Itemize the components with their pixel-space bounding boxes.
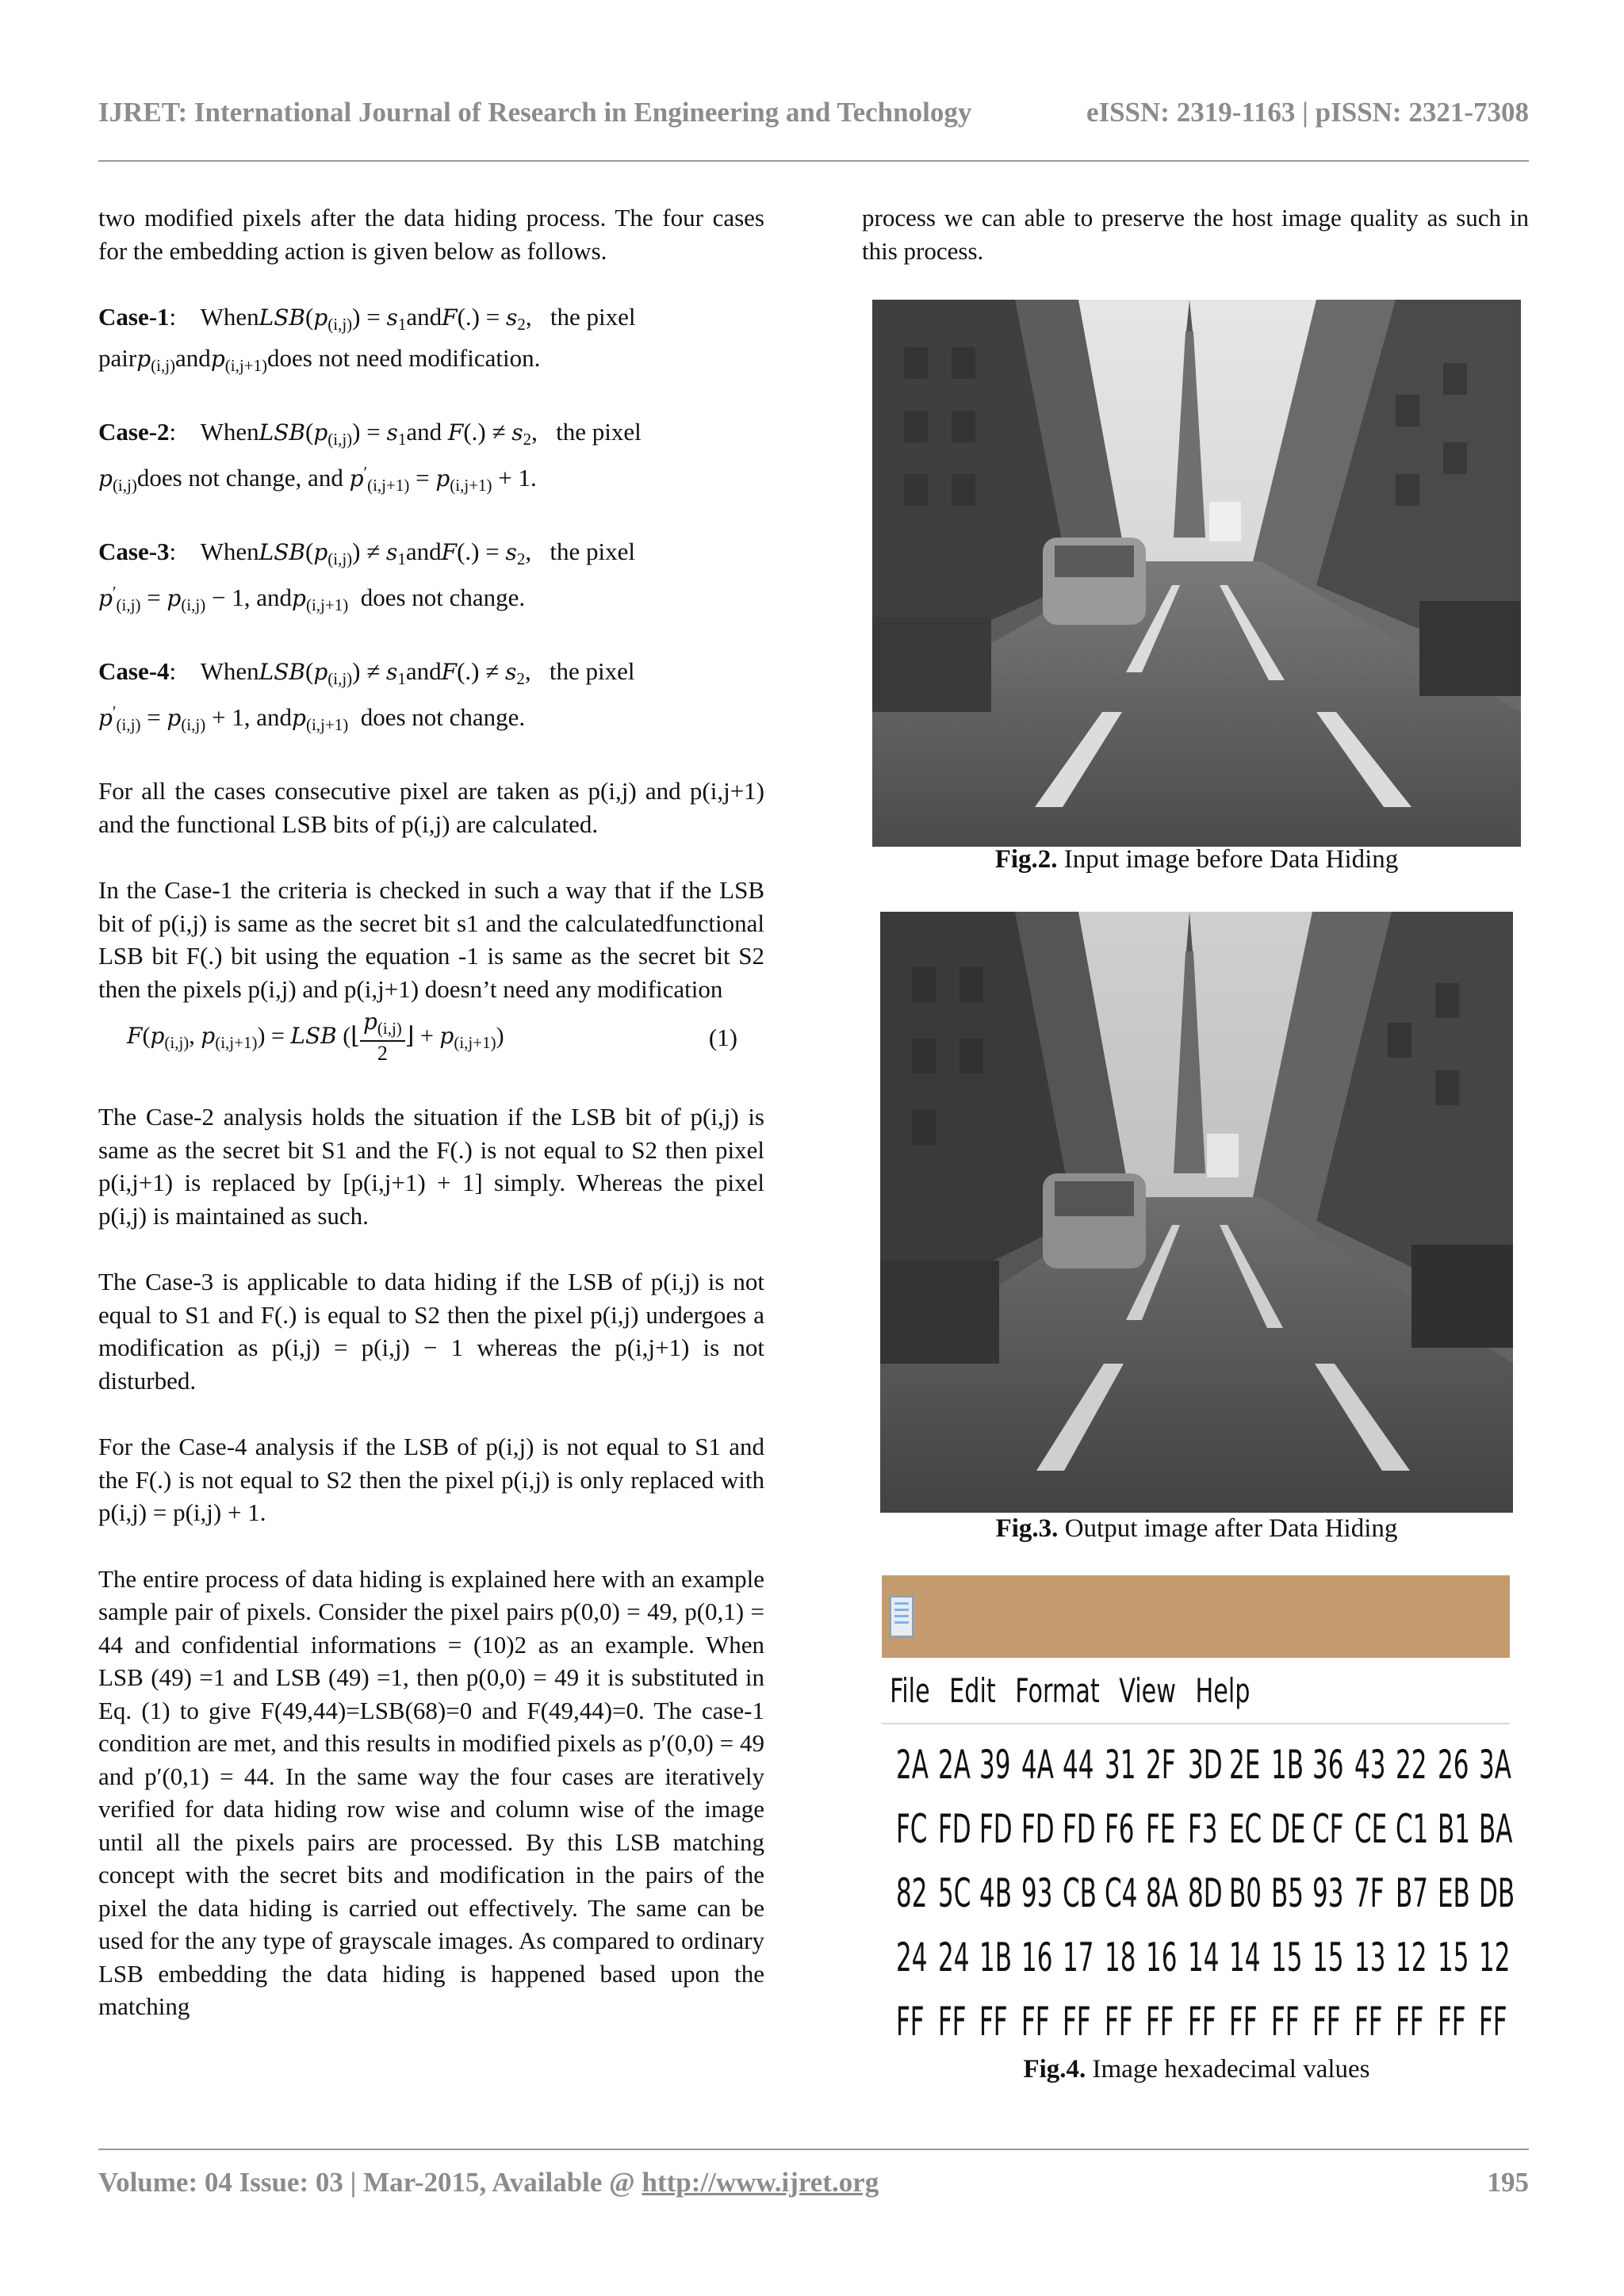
left-column xyxy=(98,201,764,2023)
hex-row xyxy=(888,1925,1510,1989)
hex-cell: FF xyxy=(1312,1998,1341,2045)
hex-cell: 14 xyxy=(1187,1934,1219,1980)
running-header xyxy=(98,97,1529,128)
hex-cell: 8A xyxy=(1145,1869,1178,1916)
fig3-label: Fig.3. xyxy=(995,1514,1059,1543)
hex-cell: DE xyxy=(1270,1805,1305,1852)
hex-cell: 24 xyxy=(937,1934,969,1980)
fig3-caption xyxy=(872,1514,1521,1544)
case-4: Case-4: $WhenLSB(p_{(i,j)})$ ≠ $s_1andF(.) \ne s_2$, the pixel $p'_{(i,j)} = p_{(i,j)} + 1$, andp$_{(i,j+1)}$ does not change. xyxy=(98,657,635,734)
notepad-title-bar xyxy=(882,1575,1510,1658)
hex-cell: FF xyxy=(1354,1998,1383,2045)
hex-cell: 14 xyxy=(1228,1934,1261,1980)
hex-cell: 2A xyxy=(895,1741,929,1788)
hex-cell: 3D xyxy=(1187,1741,1223,1788)
hex-cell: EC xyxy=(1228,1805,1262,1852)
hex-cell: FF xyxy=(1145,1998,1174,2045)
hex-cell: 16 xyxy=(1145,1934,1178,1980)
case-4-label: Case-4 xyxy=(98,657,170,685)
footer-url-link[interactable]: http://www.ijret.org xyxy=(642,2167,879,2198)
hex-cell: DB xyxy=(1478,1869,1515,1916)
hex-cell: 18 xyxy=(1104,1934,1136,1980)
fig2-label: Fig.2. xyxy=(994,845,1058,874)
case-2: Case-2: $WhenLSB(p_{(i,j)}) = s_1and$ $F(.) \ne s_2$, the pixel $p_{(i,j)}does$ not change, and $p'_{(i,j+1)} = p_{(i,j+1)} + 1$. xyxy=(98,418,642,495)
case-2-label: Case-2 xyxy=(98,418,170,446)
hex-cell: 22 xyxy=(1395,1741,1427,1788)
case-3-the-pixel: the pixel xyxy=(550,538,635,565)
hex-row xyxy=(888,1989,1510,2053)
hex-cell: 15 xyxy=(1270,1934,1302,1980)
page-number: 195 xyxy=(1487,2167,1529,2198)
para-continuation: process we can able to preserve the host image quality as such in this process. xyxy=(862,204,1529,265)
hex-row xyxy=(888,1732,1510,1797)
hex-cell: EB xyxy=(1437,1869,1470,1916)
hex-cell: FD xyxy=(937,1805,971,1852)
hex-cell: FD xyxy=(1062,1805,1096,1852)
hex-cell: FF xyxy=(1062,1998,1091,2045)
hex-cell: 1B xyxy=(1270,1741,1304,1788)
case-1-label: Case-1 xyxy=(98,303,170,331)
para-case3: The Case-3 is applicable to data hiding if the LSB of p(i,j) is not equal to S1 and F(.) is equal to S2 then the pixel p(i,j) undergoes a modification as p(i,j) = p(i,j) − 1 whereas the p(i,j+1) is not disturbed. xyxy=(98,1268,764,1395)
hex-cell: CB xyxy=(1062,1869,1097,1916)
case-4-the-pixel: the pixel xyxy=(549,657,635,685)
hex-cell: 12 xyxy=(1478,1934,1511,1980)
hex-cell: FF xyxy=(979,1998,1008,2045)
hex-cell: CF xyxy=(1312,1805,1344,1852)
menu-view[interactable]: View xyxy=(1119,1670,1177,1710)
para-example: The entire process of data hiding is explained here with an example sample pair of pixels. Consider the pixel pairs p(0,0) = 49, p(0,1) = 44 and confidential informations = (10)2 as an example. When LSB (49) =1 and LSB (49) =1, then p(0,0) = 49 it is substituted in Eq. (1) to give F(49,44)=LSB(68)=0 and F(49,44)=0. The case-1 condition are met, and this results in modified pixels as p′(0,0) = 49 and p′(0,1) = 44. In the same way the four cases are iteratively verified for data hiding row wise and column wise of the image until all the pixels pairs are processed. By this LSB matching concept with the secret bits and modification in the pairs of the pixel the data hiding is carried out effectively. The same can be used for the any type of grayscale images. As compared to ordinary LSB embedding the data hiding is happened based upon the matching xyxy=(98,1564,764,2020)
hex-cell: 4B xyxy=(979,1869,1012,1916)
hex-cell: C1 xyxy=(1395,1805,1429,1852)
hex-cell: 31 xyxy=(1104,1741,1136,1788)
hex-cell: F6 xyxy=(1104,1805,1135,1852)
fig3-output-image xyxy=(880,912,1513,1513)
intro-paragraph: two modified pixels after the data hiding process. The four cases for the embedding action is given below as follows. xyxy=(98,204,764,265)
hex-row xyxy=(888,1861,1515,1925)
hex-values-grid xyxy=(882,1724,1515,2053)
hex-cell: FF xyxy=(1270,1998,1300,2045)
hex-cell: 3A xyxy=(1478,1741,1511,1788)
menu-format[interactable]: Format xyxy=(1015,1670,1100,1710)
notepad-icon xyxy=(890,1596,914,1637)
header-rule xyxy=(98,160,1529,162)
hex-cell: 7F xyxy=(1354,1869,1385,1916)
para-case1: In the Case-1 the criteria is checked in such a way that if the LSB bit of p(i,j) is same as the secret bit s1 and the calculatedfunctional LSB bit F(.) bit using the equation -1 is same as the secret bit S2 then the pixels p(i,j) and p(i,j+1) doesn’t need any modification xyxy=(98,876,764,1003)
hex-cell: FF xyxy=(1478,1998,1507,2045)
fig3-caption-text: Output image after Data Hiding xyxy=(1064,1514,1398,1543)
hex-cell: 36 xyxy=(1312,1741,1344,1788)
hex-cell: F3 xyxy=(1187,1805,1218,1852)
right-column xyxy=(862,201,1529,300)
equation-number: (1) xyxy=(708,1024,737,1052)
case-3-label: Case-3 xyxy=(98,538,170,565)
hex-cell: 8D xyxy=(1187,1869,1223,1916)
case-1: Case-1: $WhenLSB(p_{(i,j)})$ = $s_1andF(.) = s_2$, the pixel pairp$_{(i,j)}$andp$_{(i,j+1)}$does not need modification. xyxy=(98,303,636,375)
hex-cell: CE xyxy=(1354,1805,1387,1852)
fig2-input-image xyxy=(872,300,1521,847)
para-case4: For the Case-4 analysis if the LSB of p(i,j) is not equal to S1 and the F(.) is not equal to S2 then the pixel p(i,j) is only replaced with p(i,j) = p(i,j) + 1. xyxy=(98,1433,764,1526)
hex-cell: FF xyxy=(1104,1998,1133,2045)
case-1-the-pixel: the pixel xyxy=(550,303,636,331)
equation-1 xyxy=(98,1010,764,1066)
hex-cell: FF xyxy=(937,1998,967,2045)
hex-cell: FC xyxy=(895,1805,928,1852)
case-2-the-pixel: the pixel xyxy=(556,418,642,446)
menu-help[interactable]: Help xyxy=(1195,1670,1251,1710)
hex-cell: 1B xyxy=(979,1934,1012,1980)
case-3: Case-3: $WhenLSB(p_{(i,j)})$ ≠ $s_1andF(.) = s_2$, the pixel $p'_{(i,j)} = p_{(i,j)} - 1$, andp$_{(i,j+1)}$ does not change. xyxy=(98,538,635,614)
hex-cell: FF xyxy=(1228,1998,1258,2045)
menu-file[interactable]: File xyxy=(890,1670,930,1710)
para-all-cases: For all the cases consecutive pixel are taken as p(i,j) and p(i,j+1) and the functional LSB bits of p(i,j) are calculated. xyxy=(98,777,764,838)
hex-cell: 15 xyxy=(1312,1934,1344,1980)
hex-cell: B1 xyxy=(1437,1805,1470,1852)
fig4-notepad-window xyxy=(882,1575,1515,2055)
journal-name: IJRET: International Journal of Research in Engineering and Technology xyxy=(98,97,972,128)
hex-cell: 26 xyxy=(1437,1741,1469,1788)
hex-row xyxy=(888,1797,1513,1861)
equation-fraction: $\frac{p_{(i,j)}}{2}$ xyxy=(360,1010,405,1066)
hex-cell: 43 xyxy=(1354,1741,1385,1788)
hex-cell: 12 xyxy=(1395,1934,1427,1980)
para-case2: The Case-2 analysis holds the situation if the LSB bit of p(i,j) is same as the secret bit S1 and the F(.) is not equal to S2 then pixel p(i,j+1) is replaced by [p(i,j+1) + 1] simply. Whereas the pixel p(i,j) is maintained as such. xyxy=(98,1103,764,1230)
hex-cell: 4A xyxy=(1021,1741,1054,1788)
hex-cell: B5 xyxy=(1270,1869,1304,1916)
hex-cell: FF xyxy=(895,1998,925,2045)
hex-cell: 39 xyxy=(979,1741,1011,1788)
hex-cell: 17 xyxy=(1062,1934,1094,1980)
hex-cell: 93 xyxy=(1312,1869,1344,1916)
case-4-when: When xyxy=(200,657,259,685)
hex-cell: FF xyxy=(1437,1998,1466,2045)
hex-cell: 82 xyxy=(895,1869,928,1916)
journal-issn: eISSN: 2319-1163 | pISSN: 2321-7308 xyxy=(1086,97,1529,128)
notepad-menu-bar xyxy=(882,1658,1461,1723)
hex-cell: FF xyxy=(1395,1998,1424,2045)
case-3-when: When xyxy=(200,538,259,565)
hex-cell: 16 xyxy=(1021,1934,1052,1980)
hex-cell: 15 xyxy=(1437,1934,1469,1980)
fig2-caption-text: Input image before Data Hiding xyxy=(1063,845,1399,874)
case-2-when: When xyxy=(200,418,259,446)
menu-edit[interactable]: Edit xyxy=(949,1670,996,1710)
hex-cell: 44 xyxy=(1062,1741,1094,1788)
hex-cell: C4 xyxy=(1104,1869,1137,1916)
street-scene-output xyxy=(880,912,1513,1513)
street-scene-input xyxy=(872,300,1521,847)
hex-cell: BA xyxy=(1478,1805,1513,1852)
hex-cell: B7 xyxy=(1395,1869,1428,1916)
hex-cell: 2E xyxy=(1228,1741,1261,1788)
hex-cell: B0 xyxy=(1228,1869,1262,1916)
hex-cell: FD xyxy=(1021,1805,1055,1852)
hex-cell: 13 xyxy=(1354,1934,1385,1980)
footer-volume-text: Volume: 04 Issue: 03 | Mar-2015, Available @ xyxy=(98,2167,635,2198)
running-footer xyxy=(98,2167,1529,2198)
footer-volume-info xyxy=(98,2167,879,2198)
hex-cell: 93 xyxy=(1021,1869,1052,1916)
hex-cell: 2F xyxy=(1145,1741,1176,1788)
fig4-caption-text: Image hexadecimal values xyxy=(1092,2055,1370,2084)
fig4-caption xyxy=(872,2055,1521,2084)
hex-cell: FE xyxy=(1145,1805,1176,1852)
hex-cell: FD xyxy=(979,1805,1013,1852)
footer-rule xyxy=(98,2149,1529,2150)
hex-cell: 5C xyxy=(937,1869,971,1916)
hex-cell: FF xyxy=(1187,1998,1216,2045)
hex-cell: 24 xyxy=(895,1934,928,1980)
hex-cell: 2A xyxy=(937,1741,971,1788)
hex-cell: FF xyxy=(1021,1998,1050,2045)
fig4-label: Fig.4. xyxy=(1023,2055,1086,2084)
equation-body: $F(p_{(i,j)}$, $p_{(i,j+1)}$) = LSB (⌊ $\frac{p_{(i,j)}}{2}$ ⌋ + $p_{(i,j+1)}$) xyxy=(127,1008,504,1065)
case-1-when: When xyxy=(200,303,259,331)
fig2-caption xyxy=(872,845,1521,874)
